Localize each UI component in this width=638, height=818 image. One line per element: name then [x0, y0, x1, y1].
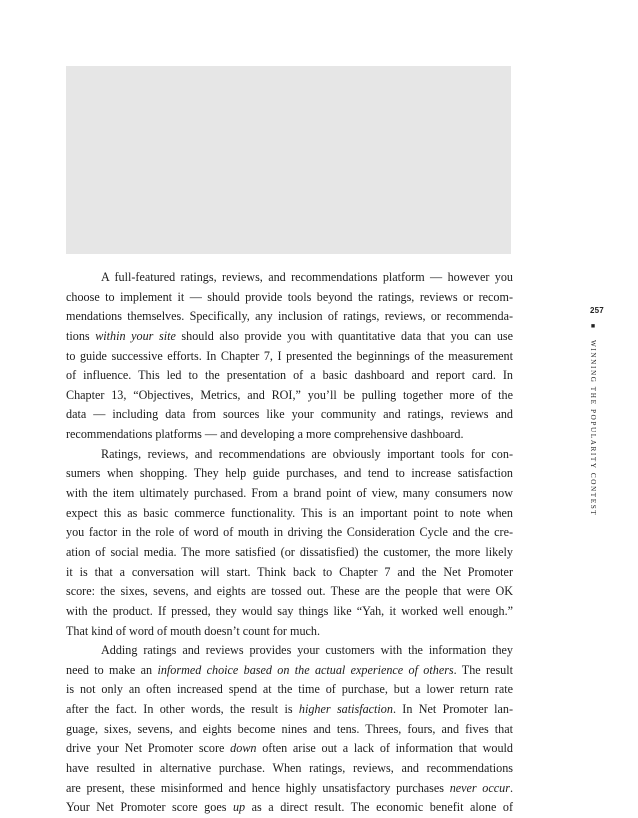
- text-line: [66, 504, 513, 524]
- text-line: [66, 680, 513, 700]
- text-line: [66, 464, 513, 484]
- text-run: need to make an: [66, 662, 158, 677]
- running-head-title: WINNING THE POPULARITY CONTEST: [589, 340, 597, 517]
- text-line: [66, 347, 513, 367]
- text-line: [66, 759, 513, 779]
- text-run: with the item ultimately purchased. From a brand point of view, many consumers now: [66, 486, 513, 501]
- text-run: are present, these misinformed and hence highly unsatisfactory purchases: [66, 780, 450, 795]
- text-line: [66, 405, 513, 425]
- text-line: [66, 307, 513, 327]
- italic-phrase: up: [232, 800, 246, 815]
- italic-phrase: informed choice based on the actual experience of others: [157, 662, 454, 677]
- text-line: [66, 700, 513, 720]
- text-run: recommendations platforms — and developing a more comprehensive dashboard.: [66, 427, 464, 442]
- text-run: have resulted in alternative purchase. When ratings, reviews, and recommendations: [66, 761, 513, 776]
- text-line: [66, 425, 513, 445]
- page-number: 257: [590, 306, 604, 315]
- text-line: [66, 602, 513, 622]
- text-line: [66, 366, 513, 386]
- figure-placeholder: [66, 66, 511, 254]
- text-line: [66, 739, 513, 759]
- text-line: [66, 445, 513, 465]
- text-line: [66, 288, 513, 308]
- italic-phrase: higher satisfaction: [298, 702, 393, 717]
- text-run: choose to implement it — should provide tools beyond the ratings, reviews or recom-: [66, 289, 513, 304]
- text-run: with the product. If pressed, they would say things like “Yah, it worked well enough.”: [66, 603, 513, 618]
- text-run: after the fact. In other words, the result is: [66, 702, 299, 717]
- text-line: [66, 779, 513, 799]
- text-run: of influence. This led to the presentation of a basic dashboard and report card. In: [66, 368, 513, 383]
- running-head: [589, 322, 597, 516]
- text-run: mendations themselves. Specifically, any inclusion of ratings, reviews, or recommenda-: [66, 309, 513, 324]
- text-line: [66, 641, 513, 661]
- text-line: [66, 720, 513, 740]
- text-line: [66, 582, 513, 602]
- text-line: [66, 484, 513, 504]
- text-run: expect this as basic commerce functionality. This is an important point to note when: [66, 505, 513, 520]
- text-run: you factor in the role of word of mouth in driving the Consideration Cycle and the cre-: [66, 525, 513, 540]
- text-run: guage, sixes, sevens, and eights become nines and tens. Threes, fours, and fives that: [66, 721, 513, 736]
- italic-phrase: down: [230, 741, 257, 756]
- text-run: tions: [66, 328, 96, 343]
- body-text: [66, 268, 513, 818]
- text-run: That kind of word of mouth doesn’t count for much.: [66, 623, 321, 638]
- text-run: is not only an often increased spend at the time of purchase, but a lower return rate: [66, 682, 513, 697]
- text-run: . The result: [453, 662, 513, 677]
- text-line: [66, 523, 513, 543]
- text-line: [66, 622, 513, 642]
- text-line: [66, 543, 513, 563]
- italic-phrase: within your site: [95, 328, 176, 343]
- text-run: score: the sixes, sevens, and eights are tossed out. These are the people that were OK: [66, 584, 513, 599]
- text-line: [66, 563, 513, 583]
- text-run: often arise out a lack of information that would: [256, 741, 514, 756]
- text-run: data — including data from sources like your community and ratings, reviews and: [66, 407, 513, 422]
- text-run: . In Net Promoter lan-: [392, 702, 513, 717]
- italic-phrase: never occur: [449, 780, 510, 795]
- text-run: ation of social media. The more satisfied (or dissatisfied) the customer, the more likely: [66, 544, 513, 559]
- text-run: Your Net Promoter score goes: [66, 800, 233, 815]
- text-line: [66, 798, 513, 818]
- text-line: [66, 386, 513, 406]
- text-run: should also provide you with quantitative data that you can use: [175, 328, 514, 343]
- separator-square: ■: [589, 322, 597, 332]
- text-run: .: [509, 780, 513, 795]
- text-run: to guide successive efforts. In Chapter 7, I presented the beginnings of the measurement: [66, 348, 513, 363]
- text-run: Ratings, reviews, and recommendations are obviously important tools for con-: [101, 446, 513, 461]
- text-line: [66, 268, 513, 288]
- text-run: as a direct result. The economic benefit alone of: [245, 800, 513, 815]
- text-run: Adding ratings and reviews provides your customers with the information they: [101, 643, 513, 658]
- text-run: drive your Net Promoter score: [66, 741, 231, 756]
- text-run: sumers when shopping. They help guide purchases, and tend to increase satisfaction: [66, 466, 513, 481]
- text-line: [66, 327, 513, 347]
- text-run: A full-featured ratings, reviews, and recommendations platform — however you: [101, 270, 513, 284]
- text-run: Chapter 13, “Objectives, Metrics, and ROI,” you’ll be pulling together more of the: [66, 387, 513, 402]
- text-run: it is that a conversation will start. Think back to Chapter 7 and the Net Promoter: [66, 564, 513, 579]
- text-line: [66, 661, 513, 681]
